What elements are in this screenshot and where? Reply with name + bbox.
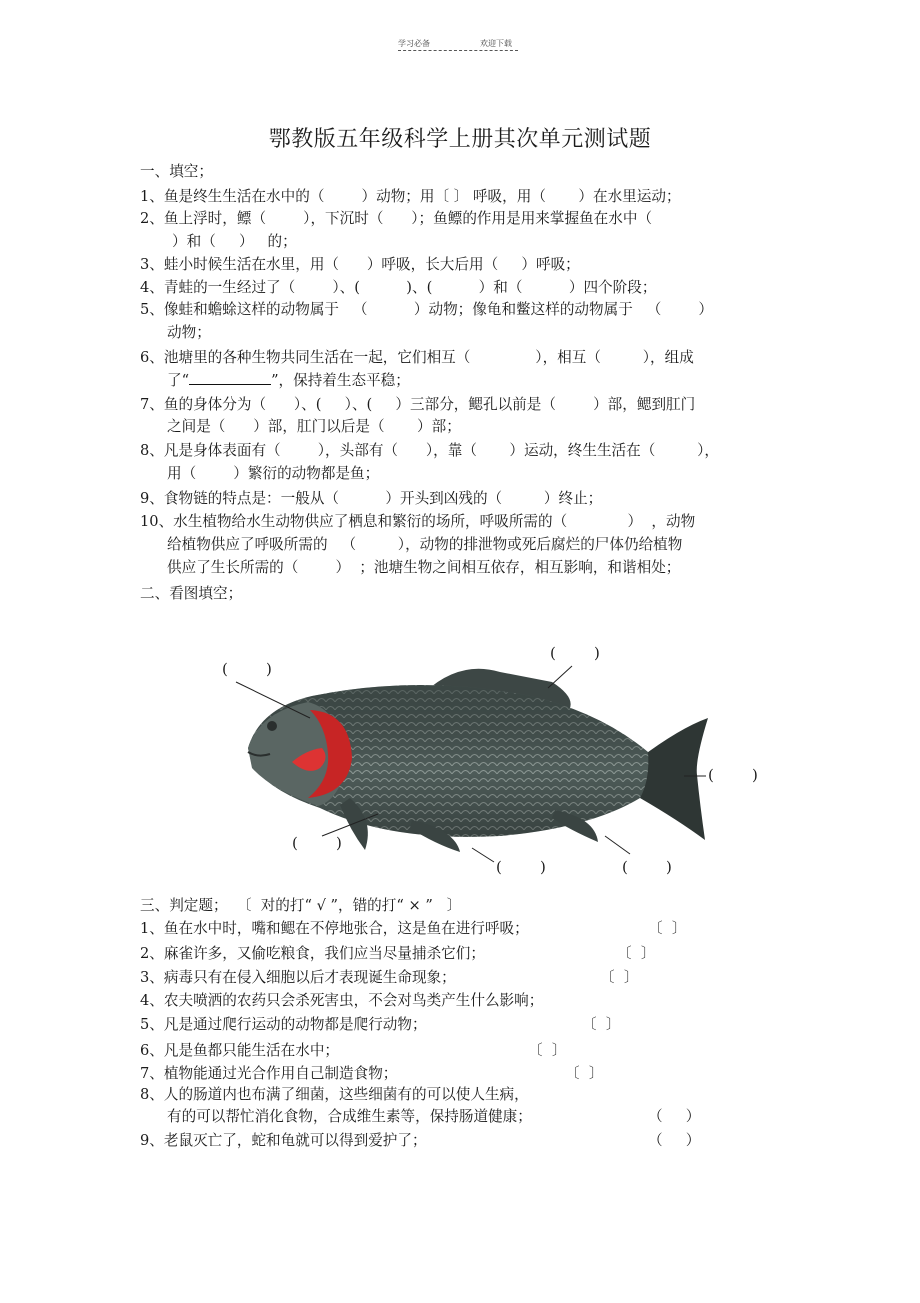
fish-eye	[267, 721, 277, 731]
question-line: 给植物供应了呼吸所需的 （ ），动物的排泄物或死后腐烂的尸体仍给植物	[167, 536, 683, 553]
question-line: 1、鱼是终生生活在水中的（ ）动物；用〔 〕 呼吸，用（ ）在水里运动；	[140, 188, 681, 205]
header-divider	[398, 50, 518, 51]
question-line: 7、鱼的身体分为（ ）、( ）、( ）三部分，鳃孔以前是（ ）部，鳃到肛门	[140, 396, 696, 413]
question-line	[167, 370, 410, 391]
question-line: 4、青蛙的一生经过了（ ）、( )、( ）和（ ）四个阶段；	[140, 279, 657, 296]
answer-bracket: 〔 〕	[528, 1042, 567, 1059]
question-line: 9、食物链的特点是：一般从（ ）开头到凶残的（ ）终止；	[140, 490, 603, 507]
question-line: 10、水生植物给水生动物供应了栖息和繁衍的场所，呼吸所需的（ ） ，动物	[140, 513, 696, 530]
judgment-line: 6、凡是鱼都只能生活在水中；	[140, 1042, 340, 1059]
question-line: 用（ ）繁衍的动物都是鱼；	[167, 465, 380, 482]
answer-bracket: 〔 〕	[565, 1065, 604, 1082]
tail-fin	[640, 718, 708, 840]
question-line: 6、池塘里的各种生物共同生活在一起，它们相互（ ），相互（ ），组成	[140, 349, 694, 366]
question-line: 2、鱼上浮时，鳔（ ），下沉时（ ）；鱼鳔的作用是用来掌握鱼在水中（	[140, 210, 653, 227]
header-right-text: 欢迎下载	[480, 39, 512, 48]
figure-label-blank: ( )	[496, 858, 546, 876]
answer-bracket: （ ）	[648, 1132, 701, 1149]
judgment-line: 8、人的肠道内也布满了细菌，这些细菌有的可以使人生病，	[140, 1086, 529, 1103]
figure-label-blank: ( )	[622, 858, 672, 876]
answer-bracket: 〔 〕	[600, 969, 639, 986]
judgment-line: 有的可以帮忙消化食物，合成维生素等，保持肠道健康；	[167, 1108, 532, 1125]
judgment-line: 2、麻雀许多，又偷吃粮食，我们应当尽量捕杀它们；	[140, 945, 485, 962]
answer-bracket: 〔 〕	[582, 1016, 621, 1033]
answer-bracket: 〔 〕	[648, 920, 687, 937]
question-line: 5、像蛙和蟾蜍这样的动物属于 （ ）动物；像龟和鳖这样的动物属于 （ ）	[140, 301, 714, 318]
answer-bracket: （ ）	[648, 1108, 701, 1125]
question-line: 之间是（ ）部，肛门以后是（ ）部；	[167, 418, 461, 435]
question-line: 动物；	[167, 324, 211, 341]
section3-heading: 三、判定题； 〔 对的打“ √ ”，错的打“ × ” 〕	[140, 897, 462, 914]
question-text: 了“	[167, 372, 190, 389]
figure-label-blank: ( )	[550, 644, 600, 662]
question-line: 供应了生长所需的（ ） ；池塘生物之间相互依存，相互影响，和谐相处；	[167, 559, 681, 576]
header-left-text: 学习必备	[398, 39, 430, 48]
answer-blank	[189, 370, 271, 385]
figure-label-blank: ( )	[222, 660, 272, 678]
judgment-line: 4、农夫喷洒的农药只会杀死害虫，不会对鸟类产生什么影响；	[140, 992, 544, 1009]
question-line: 3、蛙小时候生活在水里，用（ ）呼吸，长大后用（ ）呼吸；	[140, 256, 580, 273]
figure-label-blank: ( )	[292, 834, 342, 852]
section1-heading: 一、填空；	[140, 163, 213, 180]
judgment-line: 5、凡是通过爬行运动的动物都是爬行动物；	[140, 1016, 427, 1033]
judgment-line: 9、老鼠灭亡了，蛇和龟就可以得到爱护了；	[140, 1132, 427, 1149]
figure-label-blank: ( )	[708, 766, 758, 784]
question-line: 8、凡是身体表面有（ ），头部有（ ），靠（ ）运动，终生生活在（ ），	[140, 442, 719, 459]
fish-figure	[200, 630, 800, 890]
judgment-line: 7、植物能通过光合作用自己制造食物；	[140, 1065, 398, 1082]
page-title: 鄂教版五年级科学上册其次单元测试题	[268, 127, 652, 152]
judgment-line: 1、鱼在水中时，嘴和鳃在不停地张合，这是鱼在进行呼吸；	[140, 920, 529, 937]
judgment-line: 3、病毒只有在侵入细胞以后才表现诞生命现象；	[140, 969, 456, 986]
question-line: ）和（ ） 的；	[172, 233, 297, 250]
fish-illustration	[200, 630, 800, 890]
section2-heading: 二、看图填空；	[140, 585, 243, 602]
question-text: ”，保持着生态平稳；	[271, 372, 410, 389]
answer-bracket: 〔 〕	[617, 945, 656, 962]
